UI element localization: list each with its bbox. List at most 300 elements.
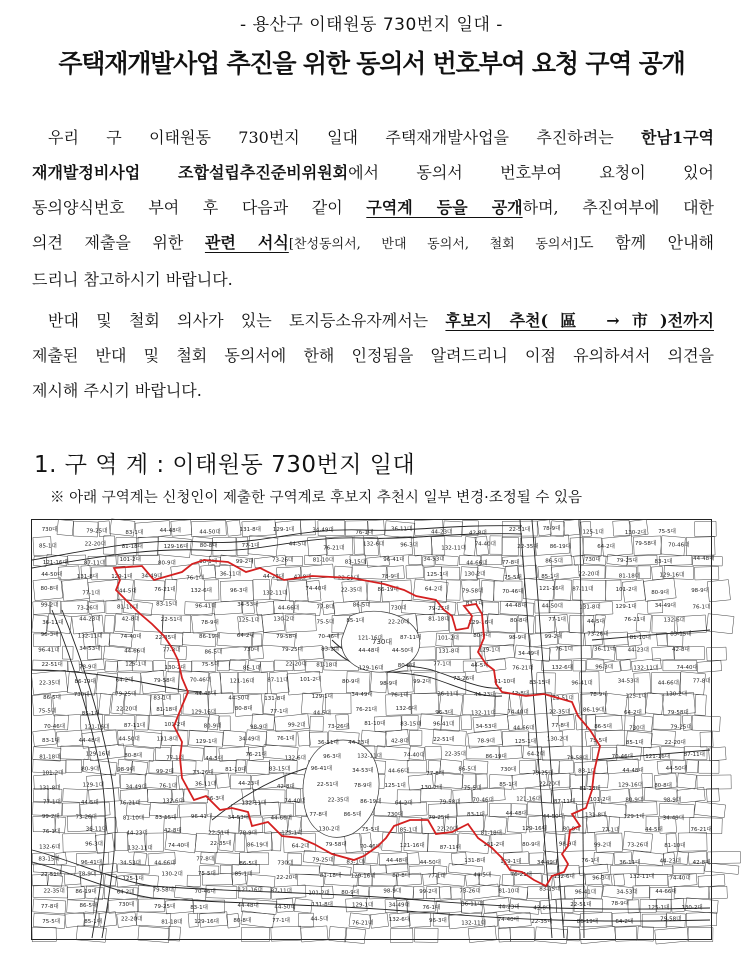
parcel-label: 44-66대	[657, 680, 679, 687]
parcel	[698, 874, 725, 887]
parcel	[686, 760, 698, 773]
parcel-label: 79-25대	[154, 903, 176, 910]
notice-line-3: 제시해 주시기 바랍니다.	[32, 381, 202, 400]
parcel-label: 83-1대	[465, 601, 484, 607]
parcel	[628, 900, 640, 913]
parcel-label: 22-51대	[552, 695, 574, 702]
parcel	[709, 886, 727, 899]
parcel-label: 130-2대	[164, 664, 186, 671]
parcel-label: 130-2대	[318, 826, 340, 833]
parcel-label: 75-5대	[504, 575, 522, 581]
parcel-label: 98-9대	[558, 841, 577, 848]
parcel-label: 129-1대	[195, 739, 217, 745]
parcel-label: 79-25대	[115, 691, 137, 698]
parcel-label: 101-2대	[299, 677, 322, 684]
parcel-label: 125-1대	[625, 693, 647, 700]
parcel-label: 79-58대	[667, 710, 689, 716]
parcel-label: 96-3대	[85, 841, 103, 848]
parcel-label: 81-10대	[225, 766, 247, 773]
parcel-label: 86-19대	[576, 919, 599, 926]
parcel-label: 86-19대	[199, 633, 221, 640]
parcel-label: 80-8대	[40, 586, 59, 593]
parcel-label: 75-5대	[198, 871, 216, 878]
parcel-label: 121-16대	[399, 842, 425, 849]
parcel-label: 85-1대	[84, 918, 103, 925]
parcel-label: 101-2대	[437, 635, 459, 642]
parcel-label: 77-8대	[426, 770, 445, 777]
parcel-label: 79-25대	[86, 528, 108, 535]
parcel-label: 77-8대	[196, 856, 215, 863]
parcel-label: 70-46대	[611, 754, 633, 761]
parcel-label: 76-21대	[512, 665, 534, 672]
parcel-label: 86-19대	[75, 889, 97, 895]
parcel-label: 76-1대	[422, 905, 441, 912]
parcel-label: 96-41대	[571, 680, 593, 687]
parcel-label: 132-11대	[77, 633, 103, 640]
parcel-label: 83-15대	[529, 679, 551, 686]
parcel-label: 85-1대	[234, 871, 253, 878]
parcel-label: 76-21대	[510, 872, 532, 879]
parcel-label: 96-3대	[206, 796, 225, 803]
parcel-label: 87-11대	[270, 888, 292, 895]
parcel-label: 44-5대	[310, 916, 329, 923]
parcel-label: 130-2대	[681, 905, 703, 911]
parcel	[407, 853, 419, 865]
parcel-label: 78-9대	[589, 692, 608, 699]
parcel-label: 22-35대	[210, 841, 232, 848]
parcel-label: 96-41대	[310, 766, 333, 773]
parcel-label: 42-8대	[163, 827, 182, 834]
parcel-label: 76-1대	[555, 646, 573, 653]
parcel-label: 42-8대	[276, 783, 295, 790]
parcel-label: 79-58대	[152, 887, 174, 894]
parcel-label: 129-16대	[468, 620, 494, 626]
parcel-label: 44-23대	[79, 616, 101, 623]
parcel-label: 130-2대	[420, 785, 443, 791]
parcel-label: 44-50대	[274, 904, 296, 911]
parcel-label: 34-53대	[423, 556, 445, 563]
parcel-label: 44-48대	[622, 767, 644, 774]
parcel-label: 36-11대	[42, 619, 64, 626]
parcel-label: 87-11대	[400, 635, 422, 642]
parcel-label: 74-40대	[497, 916, 519, 923]
parcel-label: 132-6대	[551, 665, 573, 672]
parcel	[580, 926, 616, 943]
parcel-label: 99-2대	[287, 722, 306, 729]
parcel-label: 70-46대	[359, 844, 381, 851]
parcel-label: 77-1대	[548, 616, 566, 623]
parcel-label: 85-1대	[346, 618, 365, 625]
parcel-label: 44-23대	[498, 904, 520, 911]
parcel-label: 76-1대	[42, 829, 61, 835]
parcel-label: 80-9대	[203, 723, 222, 730]
parcel-label: 70-46대	[189, 677, 212, 684]
notice-paragraph	[32, 303, 714, 408]
parcel-label: 22-35대	[517, 543, 539, 550]
parcel-label: 132-11대	[461, 920, 486, 927]
parcel	[216, 852, 240, 865]
parcel-label: 64-2대	[115, 677, 134, 684]
parcel	[439, 886, 451, 899]
parcel-label: 83-1대	[153, 695, 172, 702]
parcel-label: 77-1대	[270, 709, 288, 716]
parcel-label: 36-11대	[391, 526, 413, 533]
parcel-label: 129-16대	[194, 919, 219, 925]
parcel	[390, 928, 413, 943]
parcel-label: 77-8대	[40, 904, 59, 911]
parcel	[66, 760, 81, 773]
parcel-label: 73-26대	[272, 557, 294, 564]
parcel-label: 125-1대	[426, 571, 449, 578]
parcel-label: 132-11대	[441, 545, 467, 552]
parcel-label: 22-35대	[39, 680, 61, 687]
parcel-label: 86-19대	[485, 754, 507, 760]
parcel-label: 86-5대	[204, 649, 223, 656]
parcel-label: 80-9대	[81, 766, 100, 773]
parcel-label: 44-50대	[118, 736, 140, 743]
parcel-label: 129-1대	[500, 859, 522, 865]
parcel-label: 99-2대	[419, 889, 438, 896]
intro-paragraph	[32, 120, 714, 297]
parcel-label: 80-9대	[651, 590, 669, 597]
parcel-label: 86-5대	[352, 602, 371, 609]
parcel-label: 34-49대	[141, 573, 163, 580]
parcel-label: 34-49대	[312, 527, 334, 534]
parcel-label: 80-8대	[392, 872, 411, 879]
parcel-label: 22-20대	[538, 781, 561, 788]
parcel-label: 121-16대	[238, 887, 263, 894]
parcel-label: 36-11대	[85, 826, 108, 833]
parcel-label: 99-2대	[41, 814, 60, 821]
parcel-label: 44-50대	[199, 529, 221, 536]
parcel	[620, 660, 631, 671]
parcel-label: 87-11대	[553, 799, 576, 806]
parcel-label: 131-8대	[311, 902, 333, 908]
parcel-label: 22-35대	[549, 709, 571, 716]
parcel-label: 75-5대	[589, 737, 608, 744]
parcel-label: 98-9대	[508, 635, 527, 642]
parcel-label: 81-18대	[121, 544, 143, 551]
parcel-label: 77-1대	[241, 542, 260, 549]
parcel	[642, 773, 653, 787]
parcel-label: 36-11대	[461, 901, 483, 908]
parcel-label: 42-8대	[511, 691, 530, 698]
parcel-label: 34-53대	[617, 678, 639, 685]
parcel	[498, 927, 511, 942]
parcel-label: 83-1대	[346, 859, 365, 866]
parcel-label: 64-2대	[527, 751, 545, 758]
parcel	[686, 912, 716, 927]
parcel-label: 129-1대	[623, 814, 645, 820]
parcel-label: 83-15대	[268, 766, 291, 773]
parcel-label: 34-49대	[388, 902, 410, 909]
parcel-label: 79-25대	[281, 647, 303, 653]
parcel-label: 96-41대	[195, 603, 217, 610]
parcel	[216, 773, 230, 788]
parcel-label: 36-11대	[219, 571, 241, 578]
parcel-label: 34-53대	[237, 602, 259, 609]
parcel-label: 78-9대	[78, 871, 97, 878]
parcel	[697, 660, 722, 672]
parcel-label: 44-5대	[313, 710, 331, 717]
parcel-label: 101-2대	[589, 797, 611, 804]
parcel-label: 125-1대	[384, 783, 406, 790]
parcel-label: 83-15대	[38, 856, 60, 863]
cadastral-map	[31, 519, 715, 940]
parcel	[280, 803, 294, 816]
parcel-label: 132-6대	[284, 755, 306, 762]
parcel-label: 22-51대	[40, 872, 63, 879]
parcel	[298, 730, 311, 746]
parcel	[677, 773, 697, 789]
parcel-label: 74-40대	[403, 752, 425, 759]
parcel-label: 78-9대	[201, 619, 219, 626]
parcel-label: 730대	[390, 605, 407, 612]
parcel-label: 86-19대	[74, 678, 96, 685]
boundary-note: ※ 아래 구역계는 신청인이 제출한 구역계로 후보지 추천시 일부 변경·조정될 수 있음	[50, 490, 583, 506]
parcel-label: 80-8대	[510, 617, 528, 624]
parcel-label: 129-1대	[352, 902, 374, 909]
parcel-label: 129-1대	[615, 603, 637, 610]
parcel-label: 44-66대	[270, 815, 292, 822]
parcel-label: 86-5대	[545, 558, 563, 565]
parcel-label: 76-21대	[690, 827, 712, 834]
parcel-label: 44-66대	[154, 860, 176, 867]
parcel-label: 44-50대	[228, 695, 250, 702]
parcel-label: 44-66대	[388, 768, 410, 775]
parcel-label: 129-16대	[350, 873, 376, 880]
parcel-label: 79-58대	[566, 755, 588, 762]
parcel-label: 44-5대	[288, 541, 307, 548]
parcel-label: 132-11대	[629, 873, 655, 880]
parcel-label: 44-23대	[474, 692, 496, 699]
parcel	[409, 913, 431, 927]
main-lot-label: 730대	[372, 638, 393, 646]
parcel-label: 36-11대	[594, 646, 616, 653]
parcel-label: 75-5대	[201, 662, 220, 669]
intro-line-2: 재개발정비사업 조합설립추진준비위원회에서 동의서 번호부여 요청이 있어	[32, 163, 714, 182]
parcel-label: 80-8대	[654, 782, 672, 789]
parcel-label: 96-41대	[574, 889, 597, 896]
parcel-label: 73-26대	[76, 605, 99, 612]
parcel-label: 44-66대	[655, 888, 677, 895]
parcel-label: 44-23대	[431, 529, 453, 536]
parcel	[461, 715, 472, 730]
parcel-label: 81-18대	[316, 662, 338, 669]
parcel-label: 80-8대	[199, 542, 218, 549]
parcel-label: 129-16대	[659, 572, 685, 579]
parcel-label: 81-10대	[494, 679, 516, 685]
parcel-label: 75-5대	[316, 619, 335, 626]
parcel-label: 76-21대	[245, 752, 267, 759]
parcel-label: 44-66대	[124, 648, 146, 655]
parcel-label: 79-25대	[428, 814, 450, 821]
parcel-label: 86-5대	[594, 724, 612, 730]
parcel-label: 42-8대	[469, 530, 487, 537]
parcel-label: 81-10대	[498, 888, 520, 895]
parcel-label: 75-5대	[38, 708, 57, 715]
document-subtitle: - 용산구 이태원동 730번지 일대 -	[240, 15, 503, 35]
parcel-label: 44-48대	[386, 857, 408, 864]
parcel	[409, 555, 422, 565]
parcel-label: 132-11대	[471, 710, 496, 717]
parcel-label: 44-48대	[194, 691, 217, 698]
parcel-label: 73-26대	[75, 814, 97, 821]
parcel-label: 79-58대	[276, 633, 298, 640]
parcel	[699, 761, 719, 774]
parcel-label: 70-46대	[502, 589, 524, 595]
parcel-label: 81-10대	[117, 604, 139, 611]
parcel-label: 22-35대	[43, 888, 65, 895]
parcel-label: 79-25대	[532, 770, 554, 777]
parcel-label: 81-10대	[122, 815, 145, 822]
intro-line-5: 드리니 참고하시기 바랍니다.	[32, 270, 233, 289]
parcel-label: 130-2대	[624, 529, 647, 536]
parcel-label: 77-1대	[601, 827, 620, 834]
parcel-label: 125-1대	[648, 904, 670, 911]
parcel-label: 70-46대	[668, 542, 690, 549]
parcel-label: 85-1대	[399, 827, 418, 834]
parcel-label: 78-9대	[354, 782, 372, 789]
parcel-label: 131-8대	[76, 574, 99, 581]
parcel-label: 77-1대	[43, 799, 61, 806]
parcel-label: 44-48대	[693, 556, 715, 563]
parcel-label: 36-11대	[619, 860, 641, 866]
parcel-label: 76-21대	[355, 707, 377, 714]
parcel-label: 80-8대	[562, 826, 581, 833]
parcel	[706, 614, 734, 634]
parcel-label: 83-15대	[539, 886, 561, 893]
parcel-label: 44-5대	[470, 663, 489, 670]
parcel-label: 74-40대	[284, 798, 306, 805]
parcel-label: 44-5대	[205, 756, 224, 762]
parcel-label: 81-18대	[319, 873, 342, 880]
parcel	[695, 695, 706, 716]
parcel	[246, 761, 269, 775]
parcel-label: 132-6대	[39, 844, 61, 851]
parcel-label: 132-6대	[663, 617, 685, 624]
parcel-label: 22-35대	[327, 797, 349, 804]
parcel	[220, 865, 232, 874]
parcel-label: 22-51대	[570, 902, 592, 909]
parcel-label: 44-48대	[505, 602, 527, 609]
parcel-label: 44-48대	[358, 647, 380, 654]
parcel-label: 98-9대	[250, 724, 268, 731]
intro-line-1: 우리 구 이태원동 730번지 일대 주택재개발사업을 추진하려는 한남1구역	[48, 128, 714, 147]
parcel	[563, 519, 579, 535]
parcel-label: 78-9대	[542, 526, 561, 532]
parcel-label: 74-40대	[168, 842, 190, 849]
parcel-label: 86-19대	[377, 587, 399, 594]
parcel	[547, 865, 558, 873]
parcel-label: 34-49대	[518, 650, 540, 657]
parcel-label: 132-11대	[262, 590, 288, 597]
parcel-label: 86-5대	[43, 695, 61, 702]
parcel-label: 99-2대	[413, 679, 431, 686]
parcel-label: 44-5대	[645, 827, 663, 834]
parcel-label: 730대	[243, 647, 260, 653]
parcel	[271, 926, 301, 941]
parcel	[697, 775, 731, 789]
parcel	[406, 565, 424, 579]
parcel-label: 44-48대	[78, 737, 100, 744]
parcel-label: 121-16대	[84, 724, 110, 731]
parcel-label: 730대	[73, 692, 90, 699]
parcel-label: 78-9대	[79, 664, 97, 671]
notice-line-2: 제출된 반대 및 철회 동의서에 한해 인정됨을 알려드리니 이점 유의하셔서 의견을	[32, 346, 714, 365]
parcel-label: 101-2대	[42, 770, 64, 777]
parcel-label: 74-40대	[507, 709, 529, 716]
parcel-label: 76-21대	[119, 800, 141, 807]
parcel-label: 73-26대	[192, 770, 214, 777]
parcel-label: 22-20대	[276, 874, 298, 881]
parcel-label: 730대	[118, 902, 135, 909]
parcel	[694, 802, 725, 818]
parcel	[104, 615, 114, 633]
parcel-label: 98-9대	[383, 888, 402, 895]
parcel-label: 96-3대	[429, 917, 447, 924]
parcel-label: 34-53대	[227, 815, 249, 822]
parcel-label: 22-35대	[531, 919, 553, 925]
parcel-label: 70-46대	[318, 634, 340, 641]
parcel-label: 86-5대	[458, 766, 477, 773]
parcel-label: 22-35대	[155, 634, 177, 641]
intro-line-3: 동의양식번호 부여 후 다음과 같이 구역계 등을 공개하며, 추진여부에 대한	[32, 198, 714, 217]
parcel	[575, 715, 586, 730]
parcel-label: 96-41대	[433, 721, 455, 728]
parcel	[708, 851, 741, 863]
parcel-label: 129-1대	[111, 573, 133, 580]
parcel-label: 130-2대	[161, 871, 183, 878]
parcel-label: 81-18대	[618, 573, 641, 580]
parcel-label: 42-8대	[533, 905, 552, 912]
parcel-label: 22-51대	[433, 737, 455, 744]
parcel-label: 79-58대	[153, 677, 175, 684]
parcel-label: 34-49대	[536, 859, 559, 866]
parcel-label: 79-58대	[325, 841, 347, 848]
parcel	[290, 866, 320, 875]
intro-line-4: 의견 제출을 위한 관련 서식[찬성동의서, 반대 동의서, 철회 동의서]도 함께 안내해	[32, 233, 714, 252]
parcel-label: 74-40대	[676, 665, 698, 671]
parcel-label: 87-11대	[439, 844, 461, 851]
parcel	[138, 926, 170, 942]
parcel-label: 64-2대	[236, 632, 255, 639]
parcel-label: 76-1대	[581, 857, 600, 864]
parcel-label: 44-23대	[262, 573, 285, 580]
parcel	[673, 865, 705, 874]
parcel-label: 77-1대	[166, 755, 184, 762]
parcel	[614, 874, 625, 886]
parcel-label: 79-58대	[462, 588, 484, 595]
parcel	[686, 537, 715, 556]
parcel-label: 34-49대	[238, 736, 260, 743]
parcel	[32, 927, 56, 941]
parcel-label: 76-1대	[159, 783, 177, 790]
parcel	[688, 927, 713, 941]
parcel	[655, 927, 689, 944]
parcel-label: 44-5대	[118, 588, 137, 595]
parcel-label: 98-9대	[663, 797, 682, 804]
parcel-label: 131-8대	[464, 858, 486, 865]
parcel	[692, 715, 721, 731]
parcel-label: 730대	[629, 725, 645, 732]
parcel-label: 22-20대	[664, 739, 686, 746]
parcel-label: 83-1대	[190, 905, 208, 912]
parcel-label: 77-8대	[309, 812, 328, 818]
parcel-label: 83-15대	[156, 601, 178, 608]
parcel	[57, 520, 74, 536]
parcel-label: 44-23대	[126, 830, 148, 837]
